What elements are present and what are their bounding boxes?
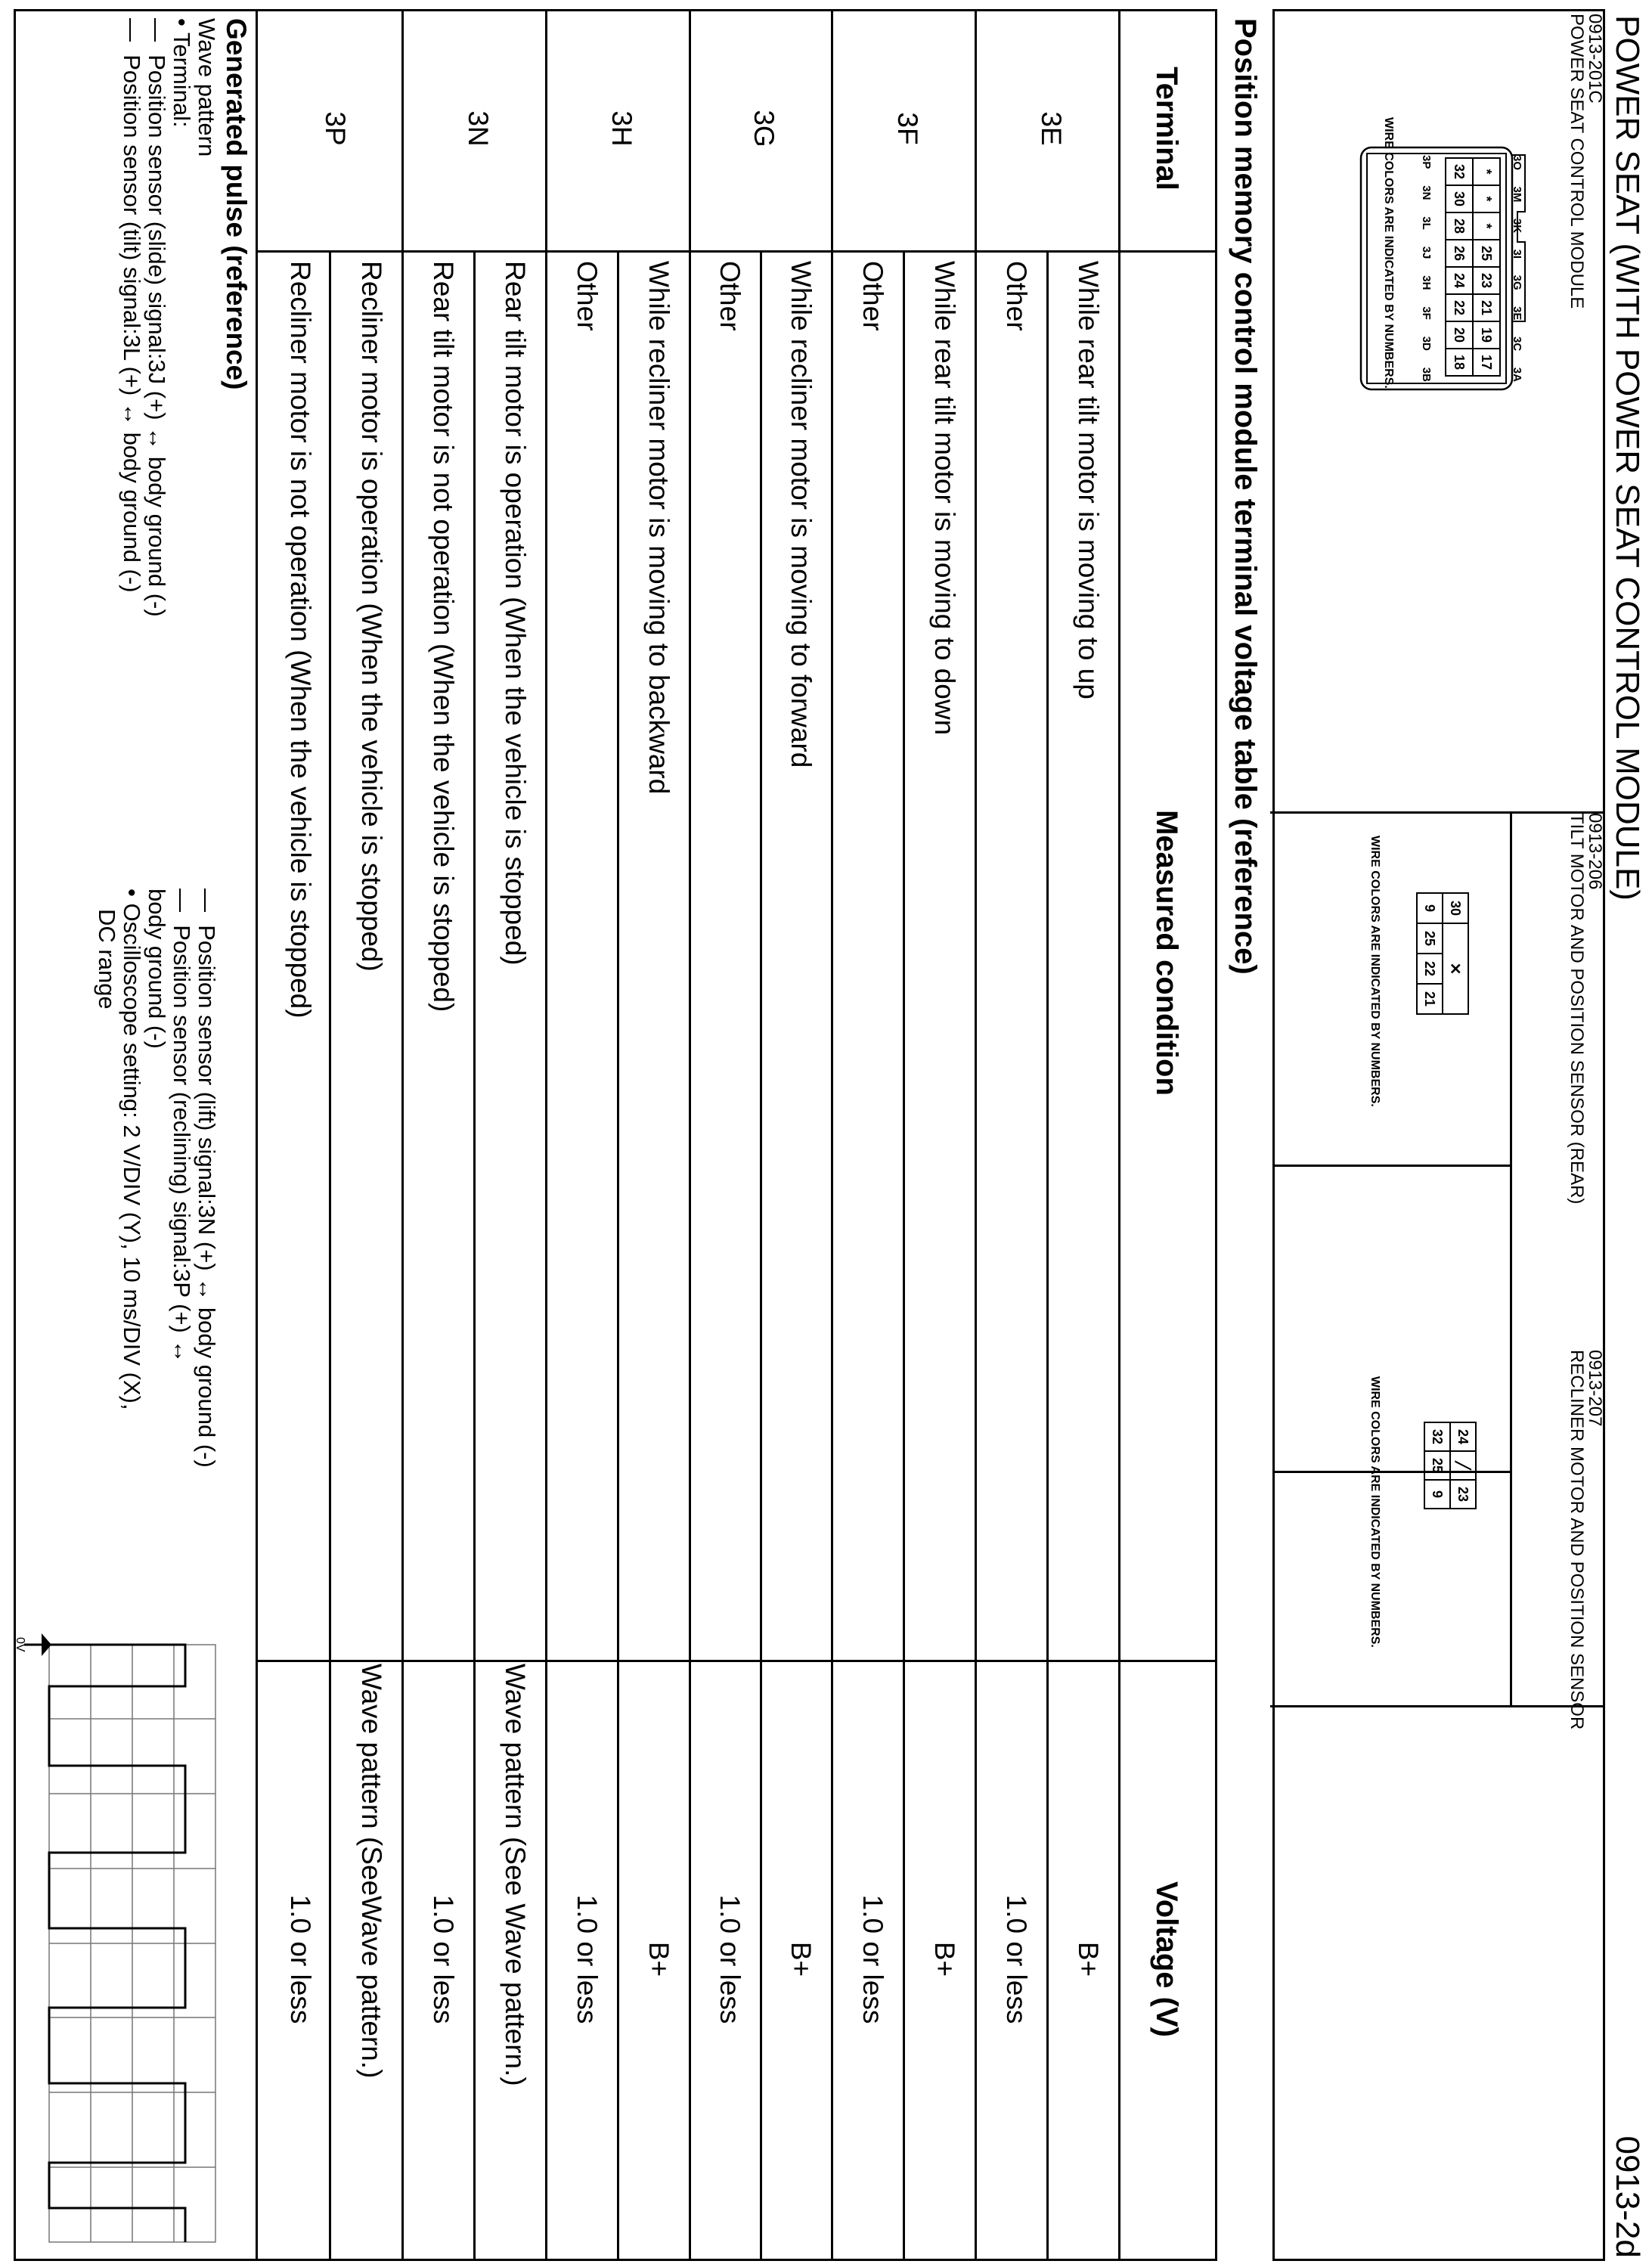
pin: 23 bbox=[1450, 1480, 1476, 1509]
pin-label: 3J bbox=[1420, 246, 1433, 259]
pin: 22 bbox=[1417, 954, 1443, 984]
condition-cell: Other bbox=[714, 261, 745, 331]
voltage-cell: 1.0 or less bbox=[285, 1894, 316, 2024]
voltage-cell: 1.0 or less bbox=[714, 1894, 745, 2024]
pin-label: 3K bbox=[1511, 218, 1523, 234]
header-terminal: Terminal bbox=[1150, 67, 1183, 191]
pin: * bbox=[1473, 185, 1500, 212]
connector-1-code: 0913-201C bbox=[1585, 14, 1605, 104]
pin: 19 bbox=[1473, 321, 1500, 349]
condition-cell: Other bbox=[1001, 261, 1032, 331]
pin: 30 bbox=[1443, 893, 1468, 923]
pin: 23 bbox=[1473, 267, 1500, 294]
pin-label: 3P bbox=[1420, 155, 1433, 169]
right-item: body ground (-) bbox=[144, 889, 170, 1049]
connector-3-pin-grid bbox=[1424, 1422, 1477, 1509]
connector-3-name: RECLINER MOTOR AND POSITION SENSOR bbox=[1567, 1350, 1587, 1730]
pin: 32 bbox=[1424, 1422, 1450, 1451]
pin: 32 bbox=[1446, 158, 1473, 185]
connector-1-note: WIRE COLORS ARE INDICATED BY NUMBERS. bbox=[1382, 117, 1395, 389]
connector-2-note: WIRE COLORS ARE INDICATED BY NUMBERS. bbox=[1368, 836, 1381, 1107]
connector-1-name: POWER SEAT CONTROL MODULE bbox=[1567, 14, 1587, 309]
connector-1-pin-grid bbox=[1445, 157, 1501, 377]
pin: 25 bbox=[1424, 1451, 1450, 1480]
pin: 25 bbox=[1473, 240, 1500, 267]
pin-label: 3N bbox=[1420, 185, 1433, 200]
pin-label: 3E bbox=[1511, 306, 1523, 321]
connector-2-pin-grid bbox=[1416, 892, 1469, 1015]
header-voltage: Voltage (V) bbox=[1150, 1881, 1183, 2037]
condition-cell: Recliner motor is operation (When the vehicle is stopped) bbox=[356, 261, 387, 972]
pin: 21 bbox=[1417, 984, 1443, 1014]
pin-label: 3B bbox=[1420, 367, 1433, 382]
wave-label: Wave pattern bbox=[194, 18, 220, 157]
pin: 24 bbox=[1450, 1422, 1476, 1451]
pin: 28 bbox=[1446, 212, 1473, 240]
pin-label: 3C bbox=[1511, 336, 1523, 352]
pin: * bbox=[1473, 158, 1500, 185]
pin: 21 bbox=[1473, 294, 1500, 321]
left-item: Position sensor (tilt) signal:3L (+) ↔ body ground (-) bbox=[119, 54, 145, 593]
condition-cell: While recliner motor is moving to backward bbox=[643, 261, 674, 795]
voltage-cell: Wave pattern (SeeWave pattern.) bbox=[356, 1664, 387, 2079]
condition-cell: Rear tilt motor is not operation (When the vehicle is stopped) bbox=[428, 261, 459, 1013]
pin: 20 bbox=[1446, 321, 1473, 349]
connector-2-name: TILT MOTOR AND POSITION SENSOR (REAR) bbox=[1567, 813, 1587, 1205]
voltage-cell: 1.0 or less bbox=[428, 1894, 459, 2024]
condition-cell: While recliner motor is moving to forward bbox=[786, 261, 817, 768]
pin-label: 3G bbox=[1511, 274, 1523, 290]
right-item-row: — Position sensor (lift) signal:3N (+) ↔ body ground (-) bbox=[194, 889, 220, 1468]
pin: 18 bbox=[1446, 349, 1473, 376]
voltage-cell: 1.0 or less bbox=[572, 1894, 603, 2024]
connector-1-labels bbox=[1511, 155, 1523, 382]
condition-cell: While rear tilt motor is moving to up bbox=[1073, 261, 1104, 699]
pin: 26 bbox=[1446, 240, 1473, 267]
condition-cell: Other bbox=[857, 261, 888, 331]
oscilloscope-waveform bbox=[15, 1588, 219, 2253]
right-item-row: — Position sensor (reclining) signal:3P (+) ↔ bbox=[169, 889, 195, 1363]
condition-cell: Rear tilt motor is operation (When the vehicle is stopped) bbox=[500, 261, 531, 966]
terminal-cell: 3G bbox=[749, 110, 780, 147]
terminal-label: Terminal: bbox=[169, 32, 195, 128]
pin: 30 bbox=[1446, 185, 1473, 212]
right-item: Position sensor (lift) signal:3N (+) ↔ body ground (-) bbox=[194, 925, 220, 1468]
connector-3-note: WIRE COLORS ARE INDICATED BY NUMBERS. bbox=[1368, 1376, 1381, 1648]
terminal-cell: 3H bbox=[606, 110, 637, 147]
pin-label: 3O bbox=[1511, 155, 1523, 171]
terminal-cell: 3F bbox=[892, 112, 923, 145]
right-item: Position sensor (reclining) signal:3P (+) ↔ bbox=[169, 925, 195, 1363]
terminal-label-row: • Terminal: bbox=[169, 18, 195, 128]
pulse-title: Generated pulse (reference) bbox=[221, 18, 252, 390]
left-item-row: — Position sensor (tilt) signal:3L (+) ↔ body ground (-) bbox=[119, 18, 145, 593]
terminal-cell: 3N bbox=[463, 110, 494, 147]
scope-range: DC range bbox=[94, 909, 120, 1009]
voltage-cell: B+ bbox=[786, 1941, 817, 1977]
pin-label: 3L bbox=[1420, 216, 1433, 230]
pin: 22 bbox=[1446, 294, 1473, 321]
pin-label: 3H bbox=[1420, 275, 1433, 290]
pin-label: 3A bbox=[1511, 367, 1523, 382]
page-code: 0913-2d bbox=[1609, 2135, 1646, 2258]
connector-3-code: 0913-207 bbox=[1585, 1350, 1605, 1427]
condition-cell: Other bbox=[572, 261, 603, 331]
pin: 24 bbox=[1446, 267, 1473, 294]
page-title: POWER SEAT (WITH POWER SEAT CONTROL MODULE) bbox=[1609, 15, 1646, 901]
pin: 17 bbox=[1473, 349, 1500, 376]
pin: 9 bbox=[1417, 893, 1443, 923]
blank-pin-icon: ╱ bbox=[1450, 1451, 1476, 1480]
table-title: Position memory control module terminal voltage table (reference) bbox=[1229, 18, 1262, 975]
voltage-cell: 1.0 or less bbox=[857, 1894, 888, 2024]
blank-pin-icon: ✕ bbox=[1443, 923, 1468, 1014]
voltage-cell: B+ bbox=[643, 1941, 674, 1977]
connector-2-code: 0913-206 bbox=[1585, 813, 1605, 890]
condition-cell: While rear tilt motor is moving to down bbox=[929, 261, 960, 736]
voltage-cell: 1.0 or less bbox=[1001, 1894, 1032, 2024]
pin: 9 bbox=[1424, 1480, 1450, 1509]
zero-volt-label: 0V bbox=[14, 1637, 26, 1652]
voltage-cell: B+ bbox=[929, 1941, 960, 1977]
header-condition: Measured condition bbox=[1150, 810, 1183, 1096]
pin-label: 3M bbox=[1511, 186, 1523, 203]
voltage-cell: Wave pattern (See Wave pattern.) bbox=[500, 1664, 531, 2086]
pin: * bbox=[1473, 212, 1500, 240]
pin: 25 bbox=[1417, 923, 1443, 954]
scope-setting: Oscilloscope setting: 2 V/DIV (Y), 10 ms/DIV (X), bbox=[119, 903, 145, 1410]
condition-cell: Recliner motor is not operation (When the vehicle is stopped) bbox=[285, 261, 316, 1019]
pin-label: 3F bbox=[1420, 306, 1433, 320]
terminal-cell: 3E bbox=[1036, 111, 1067, 146]
pin-label: 3D bbox=[1420, 336, 1433, 351]
connector-1-bottom-labels bbox=[1420, 155, 1433, 382]
left-item-row: — Position sensor (slide) signal:3J (+) ↔ body ground (-) bbox=[144, 18, 170, 617]
voltage-cell: B+ bbox=[1073, 1941, 1104, 1977]
scope-setting-row: • Oscilloscope setting: 2 V/DIV (Y), 10 ms/DIV (X), bbox=[119, 889, 145, 1410]
terminal-cell: 3P bbox=[320, 111, 351, 146]
left-item: Position sensor (slide) signal:3J (+) ↔ body ground (-) bbox=[144, 54, 170, 617]
pin-label: 3I bbox=[1511, 249, 1523, 259]
